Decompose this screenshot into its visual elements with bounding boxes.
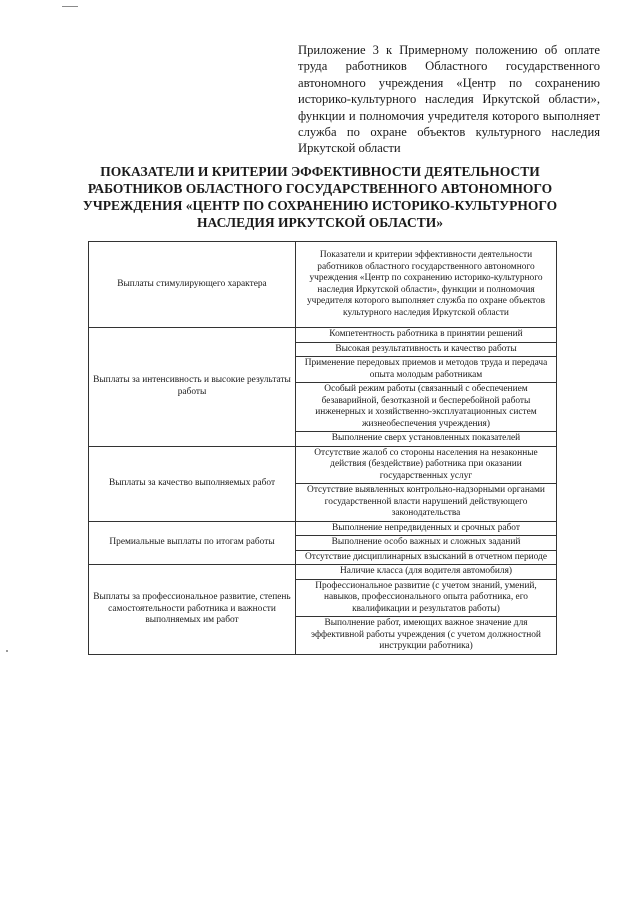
appendix-note: Приложение 3 к Примерному положению об оплате труда работников Областного государственного автономного учреждения «Центр по сохранению историко-культурного наследия Иркутской области», функции и полномочия учредителя которого выполняет служба по охране объектов культурного наследия Иркутской области bbox=[298, 43, 600, 156]
criterion-cell: Отсутствие жалоб со стороны населения на незаконные действия (бездействие) работника при оказании государственных услуг bbox=[296, 446, 557, 484]
criterion-cell: Выполнение работ, имеющих важное значение для эффективной работы учреждения (с учетом должностной инструкции работника) bbox=[296, 617, 557, 655]
criterion-cell: Выполнение непредвиденных и срочных работ bbox=[296, 521, 557, 536]
criterion-cell: Особый режим работы (связанный с обеспечением безаварийной, безотказной и бесперебойной работы инженерных и хозяйственно-эксплуатационных систем жизнеобеспечения учреждения) bbox=[296, 383, 557, 432]
criterion-cell: Компетентность работника в принятии решений bbox=[296, 328, 557, 343]
criterion-cell: Выполнение особо важных и сложных заданий bbox=[296, 536, 557, 551]
header-category-cell: Выплаты стимулирующего характера bbox=[89, 242, 296, 328]
table-row bbox=[89, 521, 557, 536]
criterion-cell: Наличие класса (для водителя автомобиля) bbox=[296, 565, 557, 580]
criterion-cell: Профессиональное развитие (с учетом знаний, умений, навыков, профессионального опыта работника, его квалификации и результатов работы) bbox=[296, 579, 557, 617]
criterion-cell: Применение передовых приемов и методов труда и передача опыта молодым работникам bbox=[296, 357, 557, 383]
criteria-table-body bbox=[89, 242, 557, 655]
scan-artifact-top bbox=[62, 6, 78, 7]
category-cell: Выплаты за качество выполняемых работ bbox=[89, 446, 296, 521]
criteria-table bbox=[88, 241, 557, 655]
criterion-cell: Выполнение сверх установленных показателей bbox=[296, 432, 557, 447]
table-row bbox=[89, 565, 557, 580]
category-cell: Премиальные выплаты по итогам работы bbox=[89, 521, 296, 565]
table-row bbox=[89, 446, 557, 484]
table-header-row bbox=[89, 242, 557, 328]
header-indicators-cell: Показатели и критерии эффективности деятельности работников областного государственного автономного учреждения «Центр по сохранению историко-культурного наследия Иркутской области», функции и полномочия учредителя которого выполняет служба по охране объектов культурного наследия Иркутской области bbox=[296, 242, 557, 328]
category-cell: Выплаты за интенсивность и высокие результаты работы bbox=[89, 328, 296, 447]
category-cell: Выплаты за профессиональное развитие, степень самостоятельности работника и важности выполняемых им работ bbox=[89, 565, 296, 655]
criterion-cell: Высокая результативность и качество работы bbox=[296, 342, 557, 357]
criterion-cell: Отсутствие выявленных контрольно-надзорными органами государственной власти нарушений действующего законодательства bbox=[296, 484, 557, 522]
table-row bbox=[89, 328, 557, 343]
scan-artifact-left bbox=[6, 650, 8, 652]
criterion-cell: Отсутствие дисциплинарных взысканий в отчетном периоде bbox=[296, 550, 557, 565]
document-title: ПОКАЗАТЕЛИ И КРИТЕРИИ ЭФФЕКТИВНОСТИ ДЕЯТЕЛЬНОСТИ РАБОТНИКОВ ОБЛАСТНОГО ГОСУДАРСТВЕННОГО АВТОНОМНОГО УЧРЕЖДЕНИЯ «ЦЕНТР ПО СОХРАНЕНИЮ ИСТОРИКО-КУЛЬТУРНОГО НАСЛЕДИЯ ИРКУТСКОЙ ОБЛАСТИ» bbox=[82, 164, 558, 230]
